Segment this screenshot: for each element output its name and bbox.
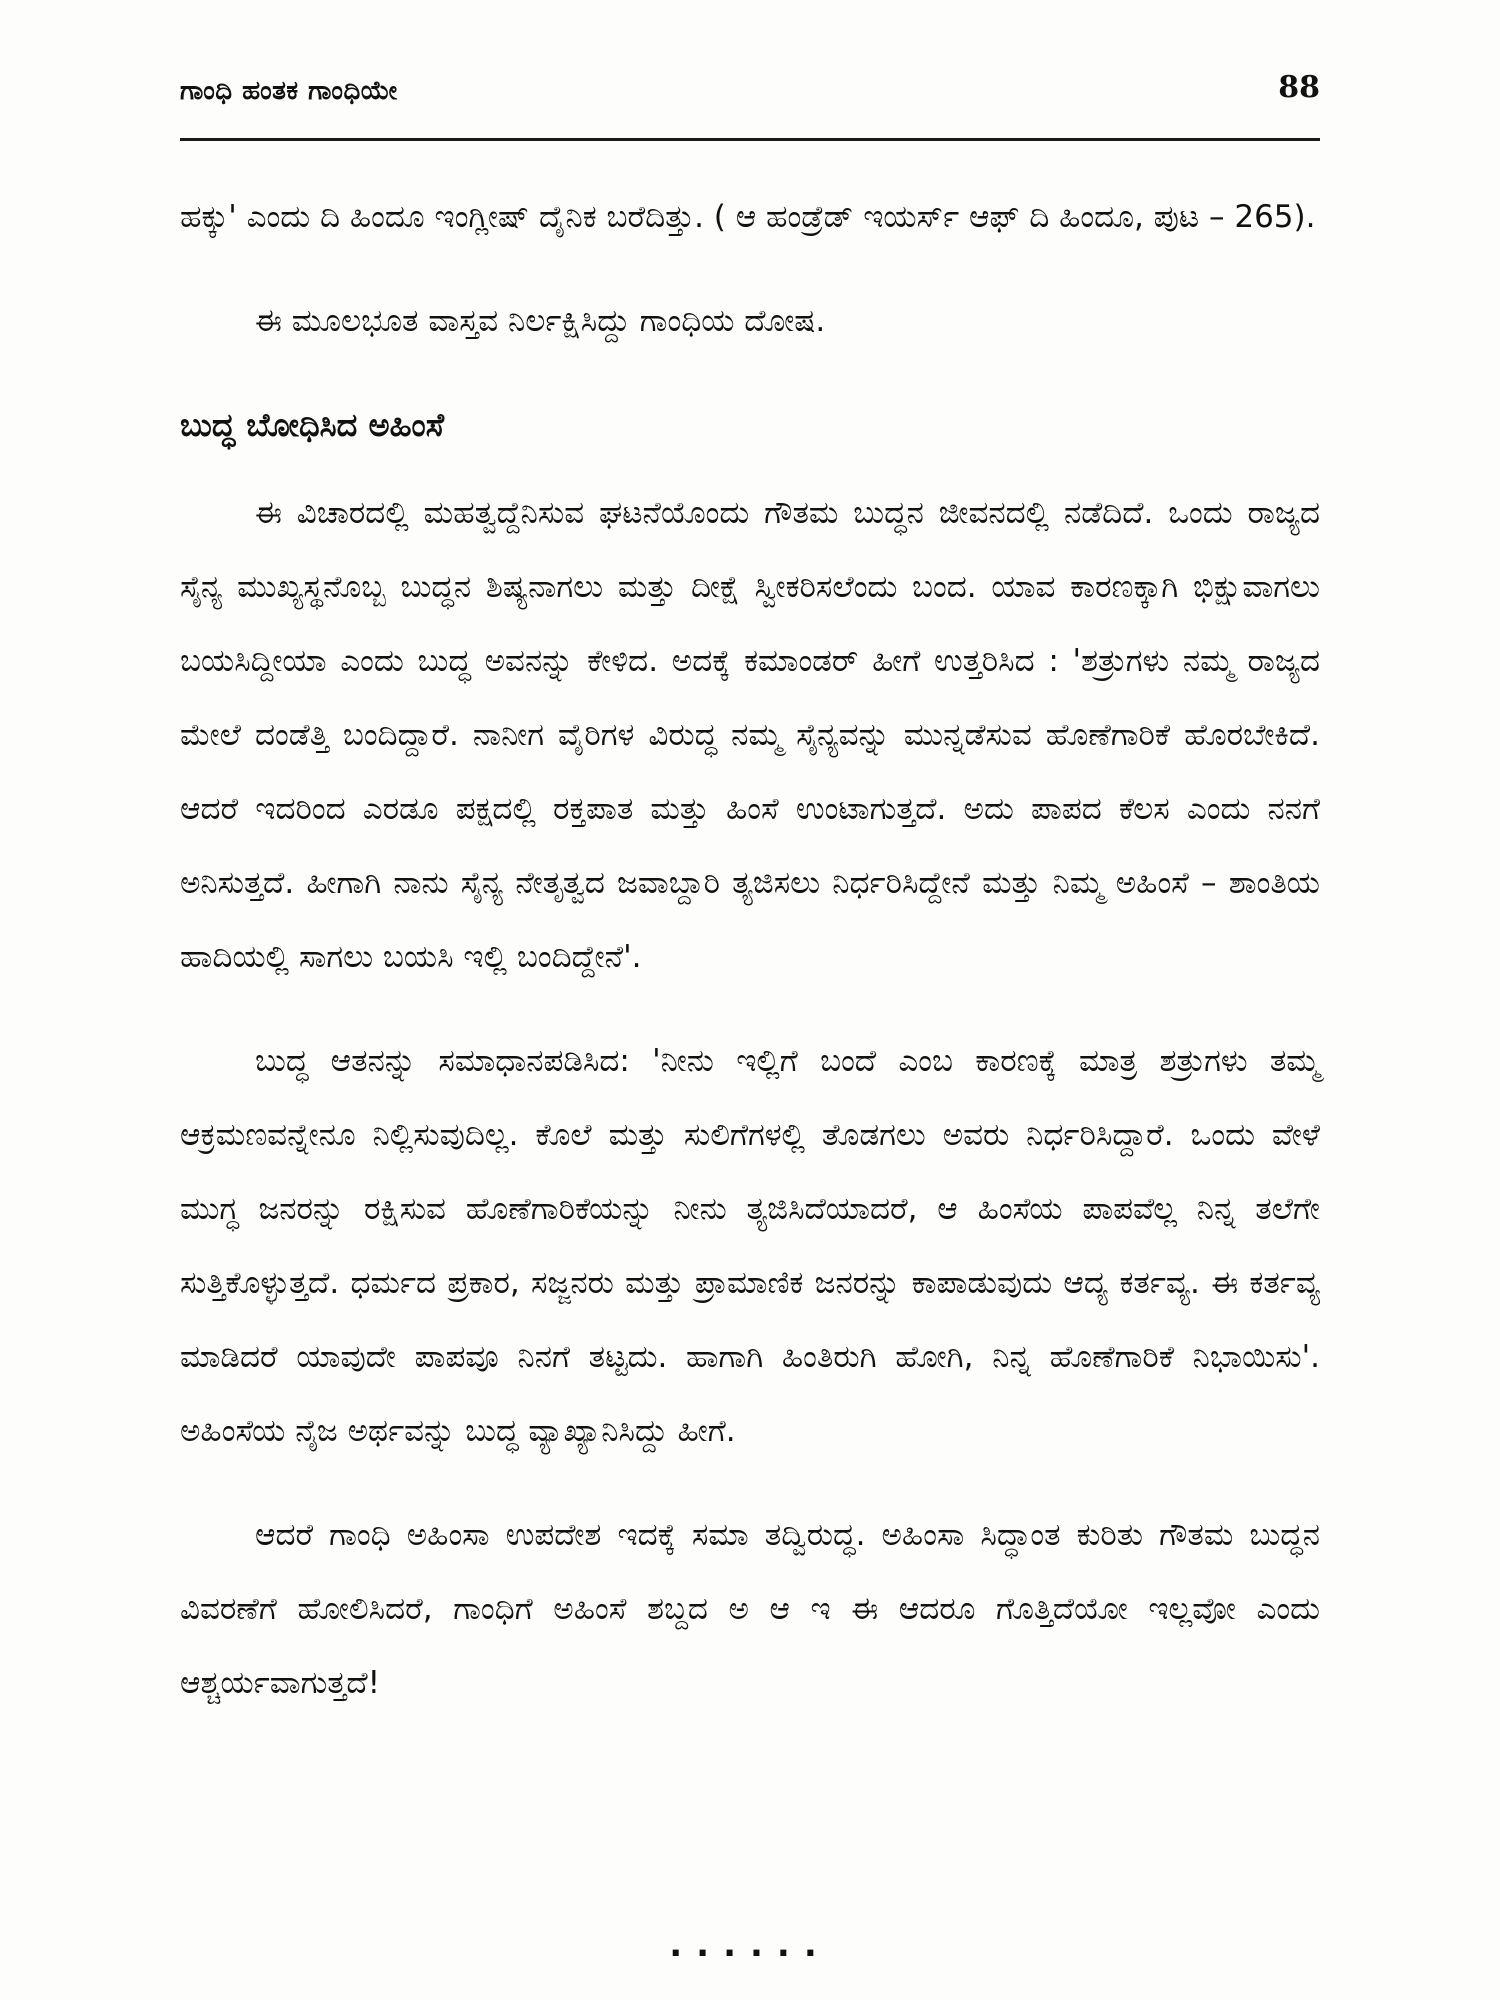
paragraph: ಈ ಮೂಲಭೂತ ವಾಸ್ತವ ನಿರ್ಲಕ್ಷಿಸಿದ್ದು ಗಾಂಧಿಯ ದೋಷ. (255, 303, 826, 339)
page-body (180, 180, 1320, 1750)
paragraph-continued: ಹಕ್ಕು' ಎಂದು ದಿ ಹಿಂದೂ ಇಂಗ್ಲೀಷ್ ದೈನಿಕ ಬರೆದಿತ್ತು. ( ಆ ಹಂಡ್ರೆಡ್ ಇಯರ್ಸ್ ಆಫ್ ದಿ ಹಿಂದೂ, ಪುಟ – 265). (180, 199, 1316, 235)
page-number: 88 (1278, 70, 1320, 105)
paragraph: ಈ ವಿಚಾರದಲ್ಲಿ ಮಹತ್ವದ್ದೆನಿಸುವ ಘಟನೆಯೊಂದು ಗೌತಮ ಬುದ್ಧನ ಜೀವನದಲ್ಲಿ ನಡೆದಿದೆ. ಒಂದು ರಾಜ್ಯದ ಸೈನ್ಯ ಮುಖ್ಯಸ್ಥನೊಬ್ಬ ಬುದ್ಧನ ಶಿಷ್ಯನಾಗಲು ಮತ್ತು ದೀಕ್ಷೆ ಸ್ವೀಕರಿಸಲೆಂದು ಬಂದ. ಯಾವ ಕಾರಣಕ್ಕಾಗಿ ಭಿಕ್ಷುವಾಗಲು ಬಯಸಿದ್ದೀಯಾ ಎಂದು ಬುದ್ಧ ಅವನನ್ನು ಕೇಳಿದ. ಅದಕ್ಕೆ ಕಮಾಂಡರ್ ಹೀಗೆ ಉತ್ತರಿಸಿದ : 'ಶತ್ರುಗಳು ನಮ್ಮ ರಾಜ್ಯದ ಮೇಲೆ ದಂಡೆತ್ತಿ ಬಂದಿದ್ದಾರೆ. ನಾನೀಗ ವೈರಿಗಳ ವಿರುದ್ಧ ನಮ್ಮ ಸೈನ್ಯವನ್ನು ಮುನ್ನಡೆಸುವ ಹೊಣೆಗಾರಿಕೆ ಹೊರಬೇಕಿದೆ. ಆದರೆ ಇದರಿಂದ ಎರಡೂ ಪಕ್ಷದಲ್ಲಿ ರಕ್ತಪಾತ ಮತ್ತು ಹಿಂಸೆ ಉಂಟಾಗುತ್ತದೆ. ಅದು ಪಾಪದ ಕೆಲಸ ಎಂದು ನನಗೆ ಅನಿಸುತ್ತದೆ. ಹೀಗಾಗಿ ನಾನು ಸೈನ್ಯ ನೇತೃತ್ವದ ಜವಾಬ್ದಾರಿ ತ್ಯಜಿಸಲು ನಿರ್ಧರಿಸಿದ್ದೇನೆ ಮತ್ತು ನಿಮ್ಮ ಅಹಿಂಸೆ – ಶಾಂತಿಯ ಹಾದಿಯಲ್ಲಿ ಸಾಗಲು ಬಯಸಿ ಇಲ್ಲಿ ಬಂದಿದ್ದೇನೆ'. (180, 495, 1320, 975)
running-header (180, 70, 1320, 120)
header-rule (180, 138, 1320, 141)
paragraph: ಬುದ್ಧ ಆತನನ್ನು ಸಮಾಧಾನಪಡಿಸಿದ: 'ನೀನು ಇಲ್ಲಿಗೆ ಬಂದೆ ಎಂಬ ಕಾರಣಕ್ಕೆ ಮಾತ್ರ ಶತ್ರುಗಳು ತಮ್ಮ ಆಕ್ರಮಣವನ್ನೇನೂ ನಿಲ್ಲಿಸುವುದಿಲ್ಲ. ಕೊಲೆ ಮತ್ತು ಸುಲಿಗೆಗಳಲ್ಲಿ ತೊಡಗಲು ಅವರು ನಿರ್ಧರಿಸಿದ್ದಾರೆ. ಒಂದು ವೇಳೆ ಮುಗ್ಧ ಜನರನ್ನು ರಕ್ಷಿಸುವ ಹೊಣೆಗಾರಿಕೆಯನ್ನು ನೀನು ತ್ಯಜಿಸಿದೆಯಾದರೆ, ಆ ಹಿಂಸೆಯ ಪಾಪವೆಲ್ಲ ನಿನ್ನ ತಲೆಗೇ ಸುತ್ತಿಕೊಳ್ಳುತ್ತದೆ. ಧರ್ಮದ ಪ್ರಕಾರ, ಸಜ್ಜನರು ಮತ್ತು ಪ್ರಾಮಾಣಿಕ ಜನರನ್ನು ಕಾಪಾಡುವುದು ಆದ್ಯ ಕರ್ತವ್ಯ. ಈ ಕರ್ತವ್ಯ ಮಾಡಿದರೆ ಯಾವುದೇ ಪಾಪವೂ ನಿನಗೆ ತಟ್ಟದು. ಹಾಗಾಗಿ ಹಿಂತಿರುಗಿ ಹೋಗಿ, ನಿನ್ನ ಹೊಣೆಗಾರಿಕೆ ನಿಭಾಯಿಸು'. ಅಹಿಂಸೆಯ ನೈಜ ಅರ್ಥವನ್ನು ಬುದ್ಧ ವ್ಯಾಖ್ಯಾನಿಸಿದ್ದು ಹೀಗೆ. (180, 1043, 1320, 1449)
section-heading: ಬುದ್ಧ ಬೋಧಿಸಿದ ಅಹಿಂಸೆ (180, 406, 445, 444)
section-end-ornament: ...... (669, 1925, 831, 1965)
book-title: ಗಾಂಧಿ ಹಂತಕ ಗಾಂಧಿಯೇ (180, 76, 398, 106)
paragraph: ಆದರೆ ಗಾಂಧಿ ಅಹಿಂಸಾ ಉಪದೇಶ ಇದಕ್ಕೆ ಸಮಾ ತದ್ವಿರುದ್ಧ. ಅಹಿಂಸಾ ಸಿದ್ಧಾಂತ ಕುರಿತು ಗೌತಮ ಬುದ್ಧನ ವಿವರಣೆಗೆ ಹೋಲಿಸಿದರೆ, ಗಾಂಧಿಗೆ ಅಹಿಂಸೆ ಶಬ್ದದ ಅ ಆ ಇ ಈ ಆದರೂ ಗೊತ್ತಿದೆಯೋ ಇಲ್ಲವೋ ಎಂದು ಆಶ್ಚರ್ಯವಾಗುತ್ತದೆ! (180, 1517, 1320, 1701)
